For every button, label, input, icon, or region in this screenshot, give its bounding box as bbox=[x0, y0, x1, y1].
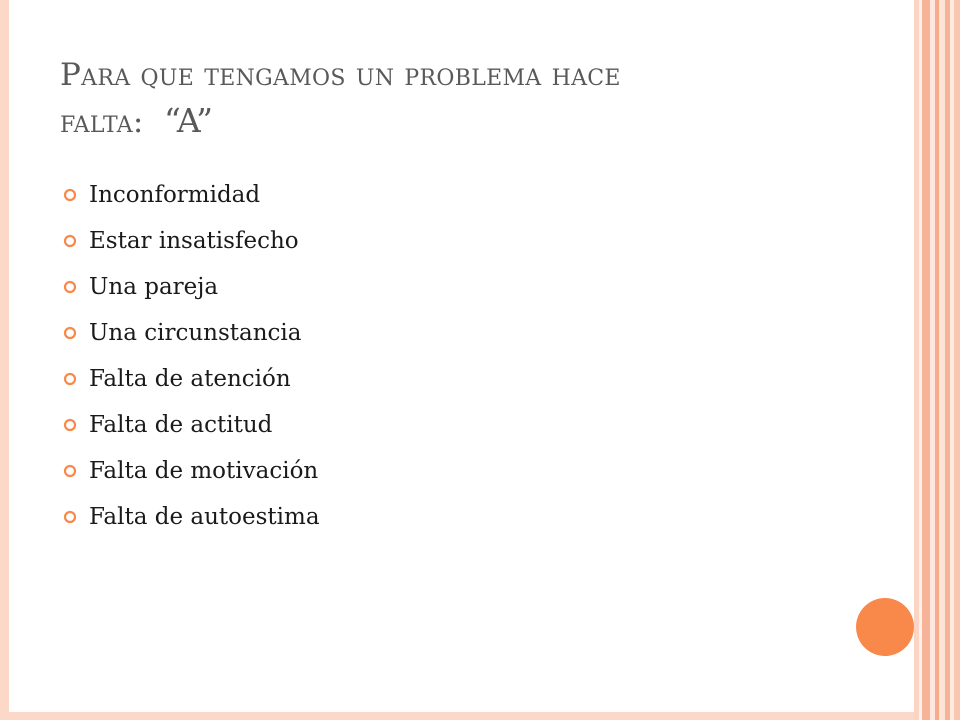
orange-circle-bullet-icon bbox=[62, 459, 84, 483]
list-item bbox=[62, 494, 320, 540]
bullet-text: Falta de actitud bbox=[89, 412, 273, 438]
list-item bbox=[62, 356, 320, 402]
orange-circle-bullet-icon bbox=[62, 413, 84, 437]
orange-circle-bullet-icon bbox=[62, 505, 84, 529]
bullet-text: Falta de motivación bbox=[89, 458, 319, 484]
bullet-list bbox=[62, 172, 320, 540]
list-item bbox=[62, 172, 320, 218]
title-line-2: falta: bbox=[60, 104, 144, 140]
title-line-1: Para que tengamos un problema hace bbox=[60, 57, 621, 93]
orange-circle-bullet-icon bbox=[62, 183, 84, 207]
orange-circle-bullet-icon bbox=[62, 367, 84, 391]
bullet-text: Una circunstancia bbox=[89, 320, 302, 346]
orange-circle-bullet-icon bbox=[62, 229, 84, 253]
bullet-text: Inconformidad bbox=[89, 182, 261, 208]
orange-circle-bullet-icon bbox=[62, 275, 84, 299]
list-item bbox=[62, 402, 320, 448]
list-item bbox=[62, 448, 320, 494]
right-decorative-stripes bbox=[914, 0, 960, 720]
left-border bbox=[0, 0, 9, 720]
bottom-border bbox=[0, 712, 960, 720]
slide-title bbox=[60, 52, 850, 145]
list-item bbox=[62, 218, 320, 264]
bullet-text: Falta de atención bbox=[89, 366, 291, 392]
list-item bbox=[62, 310, 320, 356]
bullet-text: Estar insatisfecho bbox=[89, 228, 299, 254]
list-item bbox=[62, 264, 320, 310]
title-quote: “A” bbox=[163, 101, 214, 140]
orange-circle-bullet-icon bbox=[62, 321, 84, 345]
bullet-text: Una pareja bbox=[89, 274, 219, 300]
bullet-text: Falta de autoestima bbox=[89, 504, 320, 530]
orange-circle-decoration bbox=[856, 598, 914, 656]
